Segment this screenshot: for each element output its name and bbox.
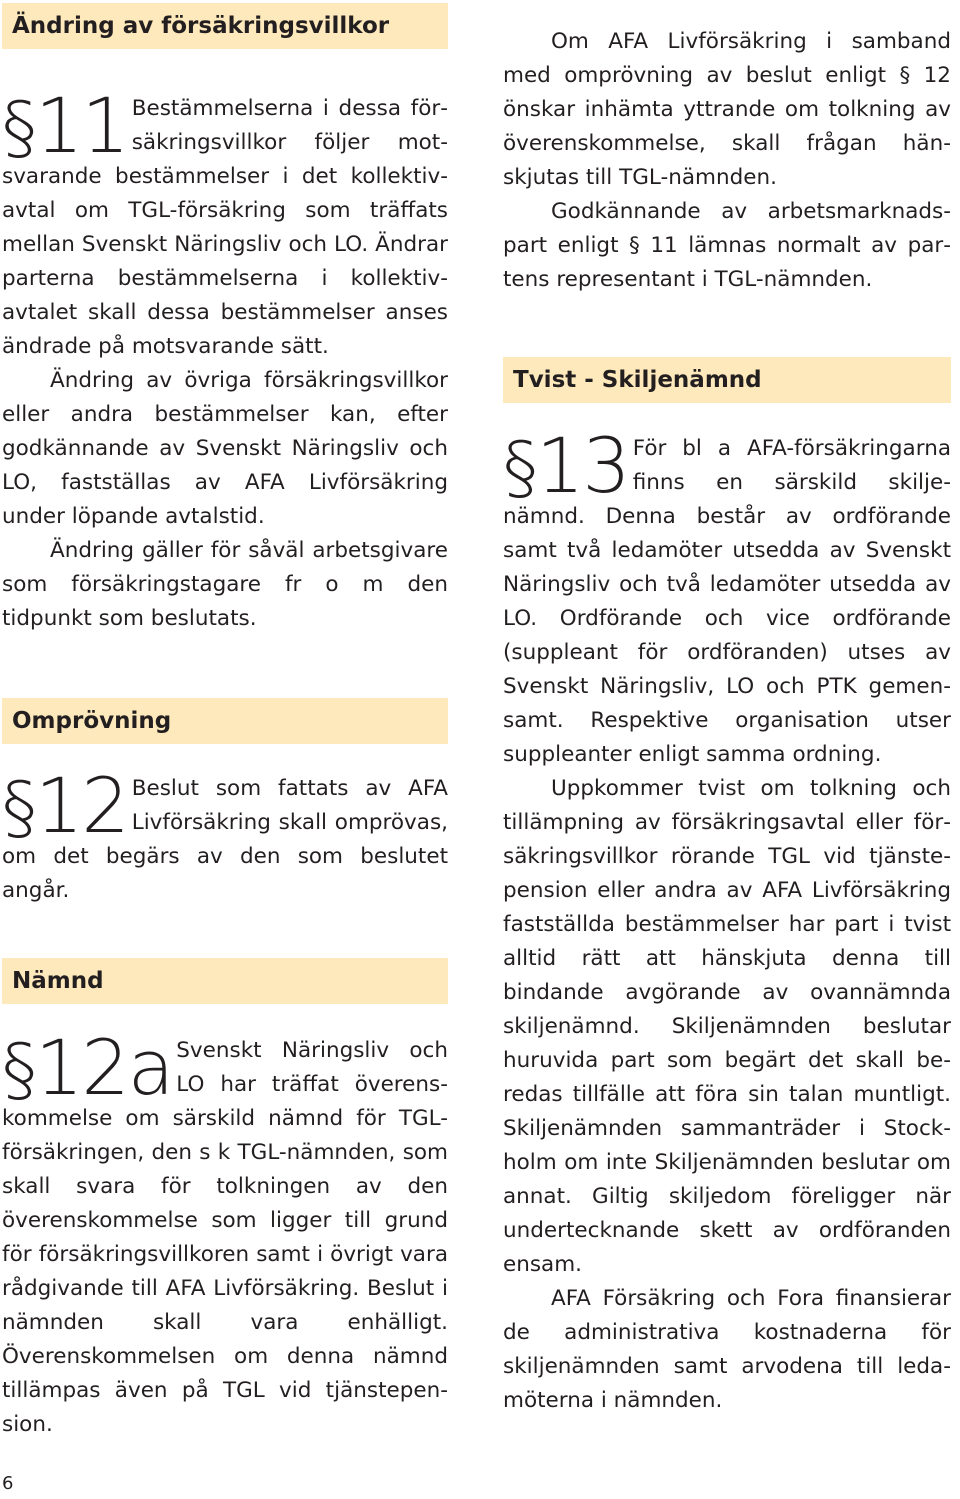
paragraph-symbol: § — [2, 87, 35, 169]
section-11 — [2, 81, 448, 636]
section-number-12 — [2, 761, 128, 850]
page-number: 6 — [2, 1473, 14, 1494]
section-13 — [503, 421, 951, 1418]
section-12-paragraph-1: Beslut som fattats av AFA Livförsäkring skall omprövas, om det begärs av den som beslutet angår. — [2, 776, 448, 903]
section-num: 12 — [35, 761, 128, 850]
section-num: 11 — [35, 81, 128, 170]
heading-namnd: Nämnd — [2, 958, 448, 1004]
section-12 — [2, 761, 448, 908]
section-num: 13 — [536, 421, 629, 510]
left-column — [2, 0, 448, 1442]
section-12a-paragraph-1: Svenskt Näringsliv och LO har träffat överenskommelse om särskild nämnd för TGL-försäkringen, den s k TGL-nämnden, som skall svara för tolkningen av den överenskommelse som ligger till grund för försäkringsvillkoren samt i övrigt vara rådgivande till AFA Livförsäkring. Beslut i nämnden skall vara enhälligt. Överenskommelsen om denna nämnd tillämpas även på TGL vid tjänstepension. — [2, 1038, 448, 1437]
right-column — [503, 0, 951, 1418]
heading-tvist-skiljenamnd: Tvist - Skiljenämnd — [503, 357, 951, 403]
right-paragraph-1: Om AFA Livförsäkring i samband med omprövning av beslut enligt § 12 önskar inhämta yttrande om tolkning av överenskommelse, skall frågan hänskjutas till TGL-nämnden. — [503, 29, 951, 190]
section-11-paragraph-2: Ändring av övriga försäkringsvillkor eller andra bestämmelser kan, efter godkännande av Svenskt Näringsliv och LO, fastställas av AFA Livförsäkring under löpande avtalstid. — [2, 368, 448, 529]
section-11-paragraph-3: Ändring gäller för såväl arbetsgivare som försäkringstagare fr o m den tidpunkt som beslutats. — [2, 538, 448, 631]
heading-omprovning: Omprövning — [2, 698, 448, 744]
paragraph-symbol: § — [2, 1029, 35, 1111]
paragraph-symbol: § — [503, 427, 536, 509]
section-13-paragraph-1: För bl a AFA-försäkringarna finns en särskild skiljenämnd. Denna består av ordförande samt två ledamöter utsedda av Svenskt Näringsliv och två ledamöter utsedda av LO. Ordförande och vice ordförande (suppleant för ordföranden) utses av Svenskt Näringsliv, LO och PTK gemensamt. Respektive organisation utser suppleanter enligt samma ordning. — [503, 436, 951, 767]
section-number-12a — [2, 1023, 173, 1112]
paragraph-symbol: § — [2, 767, 35, 849]
section-12a — [2, 1023, 448, 1442]
section-number-11 — [2, 81, 128, 170]
right-paragraph-2: Godkännande av arbetsmarknadspart enligt § 11 lämnas normalt av partens representant i TGL-nämnden. — [503, 199, 951, 292]
section-11-paragraph-1: Bestämmelserna i dessa försäkringsvillkor följer motsvarande bestämmelser i det kollektivavtal om TGL-försäkring som träffats mellan Svenskt Näringsliv och LO. Ändrar parterna bestämmelserna i kollektivavtalet skall dessa bestämmelser anses ändrade på motsvarande sätt. — [2, 96, 448, 359]
section-number-13 — [503, 421, 629, 510]
section-13-paragraph-3: AFA Försäkring och Fora finansierar de administrativa kostnaderna för skiljenämnden samt arvodena till ledamöterna i nämnden. — [503, 1286, 951, 1413]
heading-andring-av-forsakringsvillkor: Ändring av försäkringsvillkor — [2, 3, 448, 49]
section-13-paragraph-2: Uppkommer tvist om tolkning och tillämpning av försäkringsavtal eller försäkringsvillkor rörande TGL vid tjänstepension eller andra av AFA Livförsäkring fastställda bestämmelser har part i tvist alltid rätt att hänskjuta denna till bindande avgörande av ovannämnda skiljenämnd. Skiljenämnden beslutar huruvida part som begärt det skall beredas tillfälle att föra sin talan muntligt. Skiljenämnden sammanträder i Stockholm om inte Skiljenämnden beslutar om annat. Giltig skiljedom föreligger när undertecknande skett av ordföranden ensam. — [503, 776, 951, 1277]
section-num: 12a — [35, 1023, 173, 1112]
